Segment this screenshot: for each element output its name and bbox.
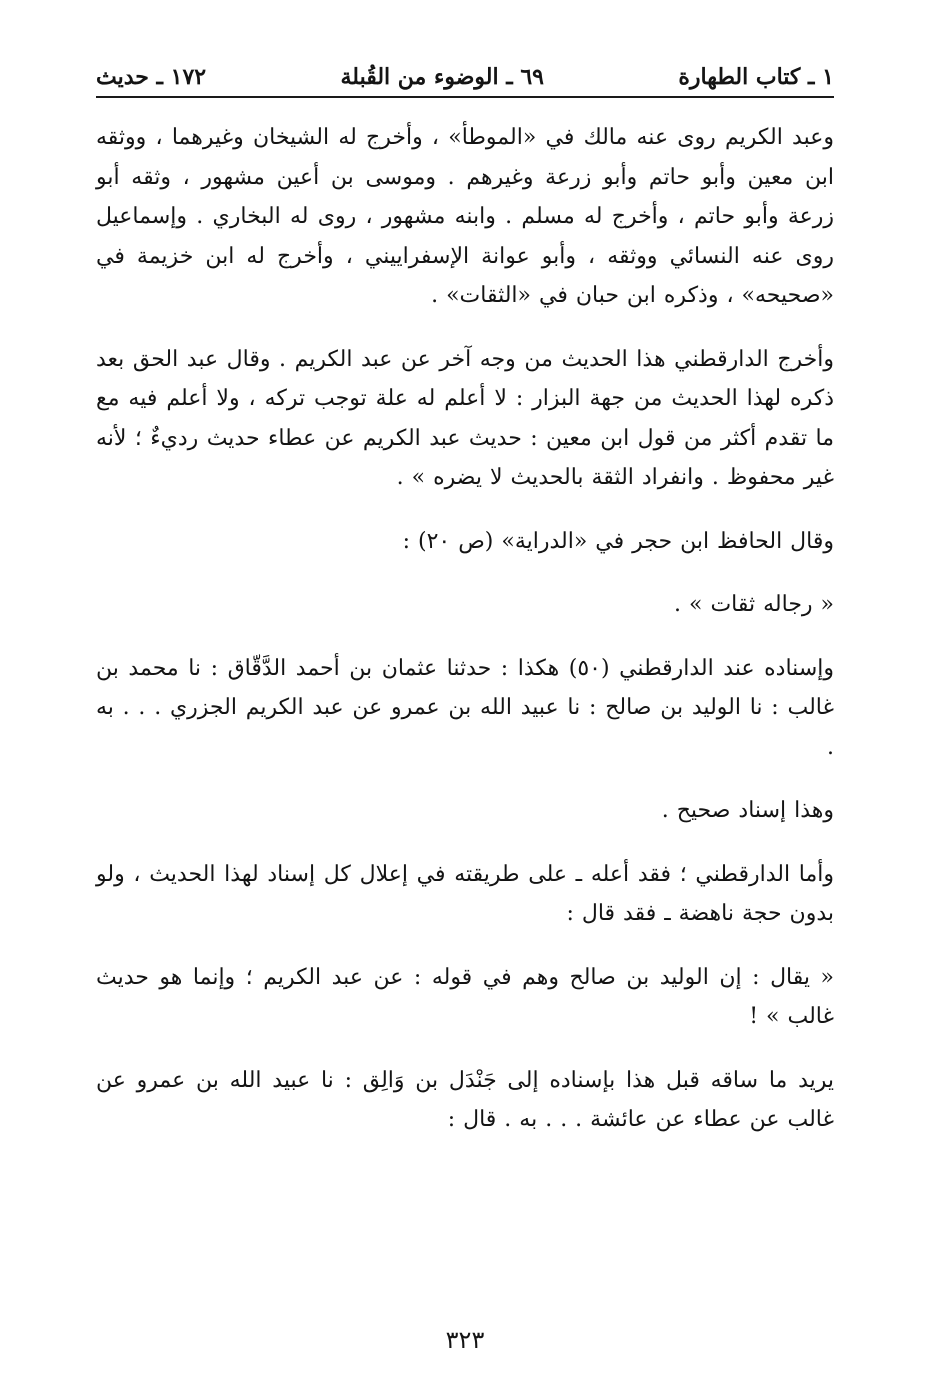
page-body — [96, 118, 834, 1140]
paragraph-daraqutni-route: وأخرج الدارقطني هذا الحديث من وجه آخر عن عبد الكريم . وقال عبد الحق بعد ذكره لهذا الحديث من جهة البزار : لا أعلم له علة توجب تركه ، ولا أعلم فيه مع ما تقدم أكثر من قول ابن معين : حديث عبد الكريم عن عطاء حديث رديءٌ ؛ لأنه غير محفوظ . وانفراد الثقة بالحديث لا يضره » . — [96, 346, 834, 490]
paragraph-quote-wahm: « يقال : إن الوليد بن صالح وهم في قوله : عن عبد الكريم ؛ وإنما هو حديث غالب » ! — [96, 964, 834, 1029]
paragraph-ibn-hajar: وقال الحافظ ابن حجر في «الدراية» (ص ٢٠) : — [402, 528, 834, 554]
page-number: ٣٢٣ — [445, 1326, 485, 1354]
paragraph-narrators: وعبد الكريم روى عنه مالك في «الموطأ» ، وأخرج له الشيخان وغيرهما ، ووثقه ابن معين وأبو حاتم وأبو زرعة وغيرهم . وموسى بن أعين مشهور ، وثقه أبو زرعة وأبو حاتم ، وأخرج له مسلم . وابنه مشهور ، روى له البخاري . وإسماعيل روى عنه النسائي ووثقه ، وأبو عوانة الإسفراييني ، وأخرج له ابن خزيمة في «صحيحه» ، وذكره ابن حبان في «الثقات» . — [96, 125, 834, 308]
paragraph-quote-thiqat: « رجاله ثقات » . — [674, 592, 834, 617]
header-book-title: ١ ـ كتاب الطهارة — [678, 64, 834, 90]
paragraph-jandal: يريد ما ساقه قبل هذا بإسناده إلى جَنْدَل بن وَالِق : نا عبيد الله بن عمرو عن غالب عن عطاء عن عائشة . . . به . قال : — [96, 1067, 834, 1132]
running-header — [96, 56, 834, 94]
paragraph-isnad: وإسناده عند الدارقطني (٥٠) هكذا : حدثنا عثمان بن أحمد الدَّقّاق : نا محمد بن غالب : نا الوليد بن صالح : نا عبيد الله بن عمرو عن عبد الكريم الجزري . . . به . — [96, 655, 834, 760]
paragraph-sahih: وهذا إسناد صحيح . — [661, 798, 834, 823]
header-divider — [96, 96, 834, 98]
book-page — [96, 56, 834, 1373]
header-chapter-title: ٦٩ ـ الوضوء من القُبلة — [340, 64, 544, 90]
header-hadith-number: ١٧٢ ـ حديث — [96, 64, 207, 90]
paragraph-daraqutni-illa: وأما الدارقطني ؛ فقد أعله ـ على طريقته في إعلال كل إسناد لهذا الحديث ، ولو بدون حجة ناهضة ـ فقد قال : — [96, 861, 834, 926]
